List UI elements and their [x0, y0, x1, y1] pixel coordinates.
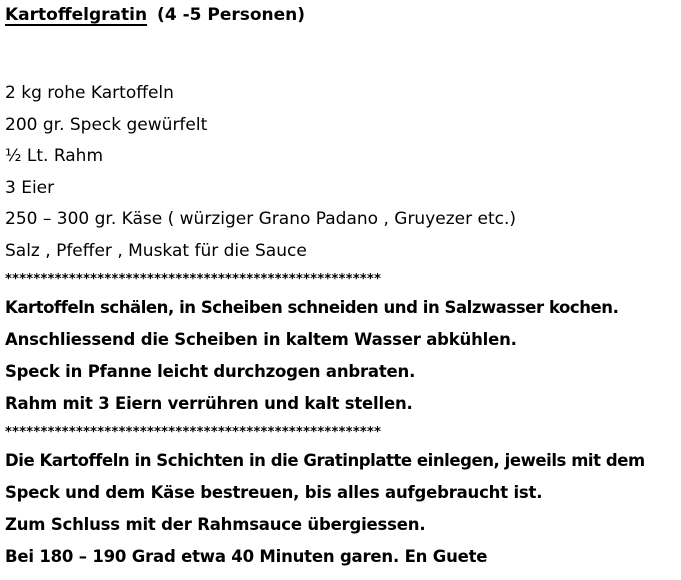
- separator-line: *****************************************************: [5, 272, 382, 287]
- recipe-title: Kartoffelgratin: [5, 5, 148, 25]
- step-line: Die Kartoffeln in Schichten in die Gratinplatte einlegen, jeweils mit dem: [5, 451, 645, 470]
- ingredient-line: 3 Eier: [5, 177, 55, 198]
- step-line: Speck in Pfanne leicht durchzogen anbraten.: [5, 362, 416, 381]
- preparation-steps: [5, 292, 677, 420]
- ingredient-list: [5, 78, 677, 267]
- step-line: Anschliessend die Scheiben in kaltem Wasser abkühlen.: [5, 330, 517, 349]
- step-line: Speck und dem Käse bestreuen, bis alles aufgebraucht ist.: [5, 483, 543, 502]
- title-row: [5, 5, 677, 35]
- spacer: [5, 35, 677, 78]
- ingredient-line: 200 gr. Speck gewürfelt: [5, 114, 208, 135]
- step-line: Bei 180 – 190 Grad etwa 40 Minuten garen. En Guete: [5, 547, 488, 566]
- baking-steps: [5, 445, 677, 573]
- step-line: Rahm mit 3 Eiern verrühren und kalt stellen.: [5, 394, 413, 413]
- step-line: Zum Schluss mit der Rahmsauce übergiessen.: [5, 515, 426, 534]
- ingredient-line: ½ Lt. Rahm: [5, 146, 104, 166]
- separator-line: *****************************************************: [5, 425, 382, 440]
- ingredient-line: 250 – 300 gr. Käse ( würziger Grano Padano , Gruyezer etc.): [5, 209, 517, 229]
- servings-label: (4 -5 Personen): [157, 5, 306, 25]
- ingredient-line: Salz , Pfeffer , Muskat für die Sauce: [5, 240, 307, 261]
- recipe-document: [5, 0, 677, 573]
- ingredient-line: 2 kg rohe Kartoffeln: [5, 83, 174, 103]
- step-line: Kartoffeln schälen, in Scheiben schneiden und in Salzwasser kochen.: [5, 298, 619, 317]
